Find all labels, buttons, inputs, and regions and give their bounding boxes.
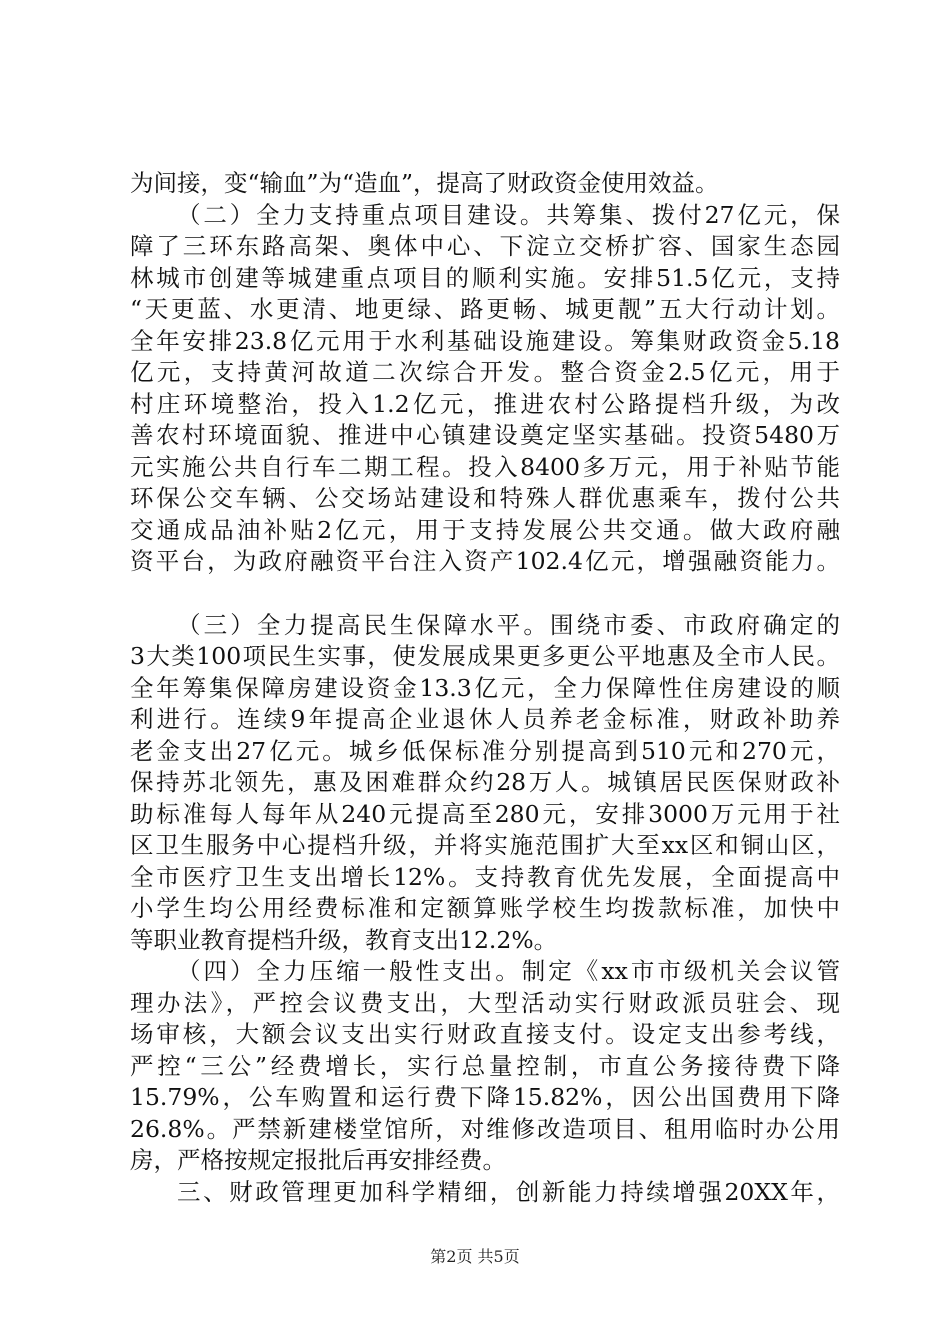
paragraph-line: 为间接，变“输血”为“造血”，提高了财政资金使用效益。 [130,169,719,197]
paragraph-line: 15.79%，公车购置和运行费下降15.82%，因公出国费用下降 [130,1083,840,1111]
paragraph-line: 3大类100项民生实事，使发展成果更多更公平地惠及全市人民。 [130,642,840,670]
paragraph-line: 利进行。连续9年提高企业退休人员养老金标准，财政补助养 [130,705,840,733]
paragraph-line: 元实施公共自行车二期工程。投入8400多万元，用于补贴节能 [130,452,840,481]
paragraph-line: 等职业教育提档升级，教育支出12.2%。 [130,925,558,954]
paragraph-line: 全市医疗卫生支出增长12%。支持教育优先发展，全面提高中 [130,862,840,891]
paragraph-line: 26.8%。严禁新建楼堂馆所，对维修改造项目、租用临时办公用 [130,1114,840,1143]
paragraph-line: 严控“三公”经费增长，实行总量控制，市直公务接待费下降 [130,1051,840,1080]
paragraph-line: （二）全力支持重点项目建设。共筹集、拨付27亿元，保 [177,200,840,229]
paragraph-line: 障了三环东路高架、奥体中心、下淀立交桥扩容、国家生态园 [130,232,840,260]
paragraph-line: （四）全力压缩一般性支出。制定《xx市市级机关会议管 [177,957,840,985]
page-number-footer: 第2页 共5页 [430,1247,520,1266]
paragraph-line: 全年安排23.8亿元用于水利基础设施建设。筹集财政资金5.18 [130,326,840,355]
paragraph-line: 老金支出27亿元。城乡低保标准分别提高到510元和270元， [130,736,840,765]
paragraph-line: 资平台，为政府融资平台注入资产102.4亿元，增强融资能力。 [130,547,840,575]
paragraph-line: 环保公交车辆、公交场站建设和特殊人群优惠乘车，拨付公共 [130,484,840,512]
paragraph-line: 三、财政管理更加科学精细，创新能力持续增强20XX年， [177,1177,840,1206]
paragraph-line: 场审核，大额会议支出实行财政直接支付。设定支出参考线， [130,1020,840,1048]
paragraph-line: 保持苏北领先，惠及困难群众约28万人。城镇居民医保财政补 [130,768,840,796]
paragraph-line: 小学生均公用经费标准和定额算账学校生均拨款标准，加快中 [130,894,840,922]
paragraph-line: 善农村环境面貌、推进中心镇建设奠定坚实基础。投资5480万 [130,421,840,449]
paragraph-gap [130,578,840,610]
paragraph-line: 亿元，支持黄河故道二次综合开发。整合资金2.5亿元，用于 [130,358,840,386]
paragraph-line: 林城市创建等城建重点项目的顺利实施。安排51.5亿元，支持 [130,263,840,292]
paragraph-line: 助标准每人每年从240元提高至280元，安排3000万元用于社 [130,799,840,828]
paragraph-line: 区卫生服务中心提档升级，并将实施范围扩大至xx区和铜山区， [130,831,840,859]
paragraph-line: 房，严格按规定报批后再安排经费。 [130,1146,506,1174]
paragraph-line: 理办法》，严控会议费支出，大型活动实行财政派员驻会、现 [130,988,840,1017]
paragraph-line: 村庄环境整治，投入1.2亿元，推进农村公路提档升级，为改 [130,389,840,418]
paragraph-line: “天更蓝、水更清、地更绿、路更畅、城更靓”五大行动计划。 [130,295,840,323]
paragraph-line: 交通成品油补贴2亿元，用于支持发展公共交通。做大政府融 [130,515,840,544]
paragraph-line: 全年筹集保障房建设资金13.3亿元，全力保障性住房建设的顺 [130,673,840,702]
document-body [130,168,840,1208]
paragraph-line: （三）全力提高民生保障水平。围绕市委、市政府确定的 [177,610,840,639]
